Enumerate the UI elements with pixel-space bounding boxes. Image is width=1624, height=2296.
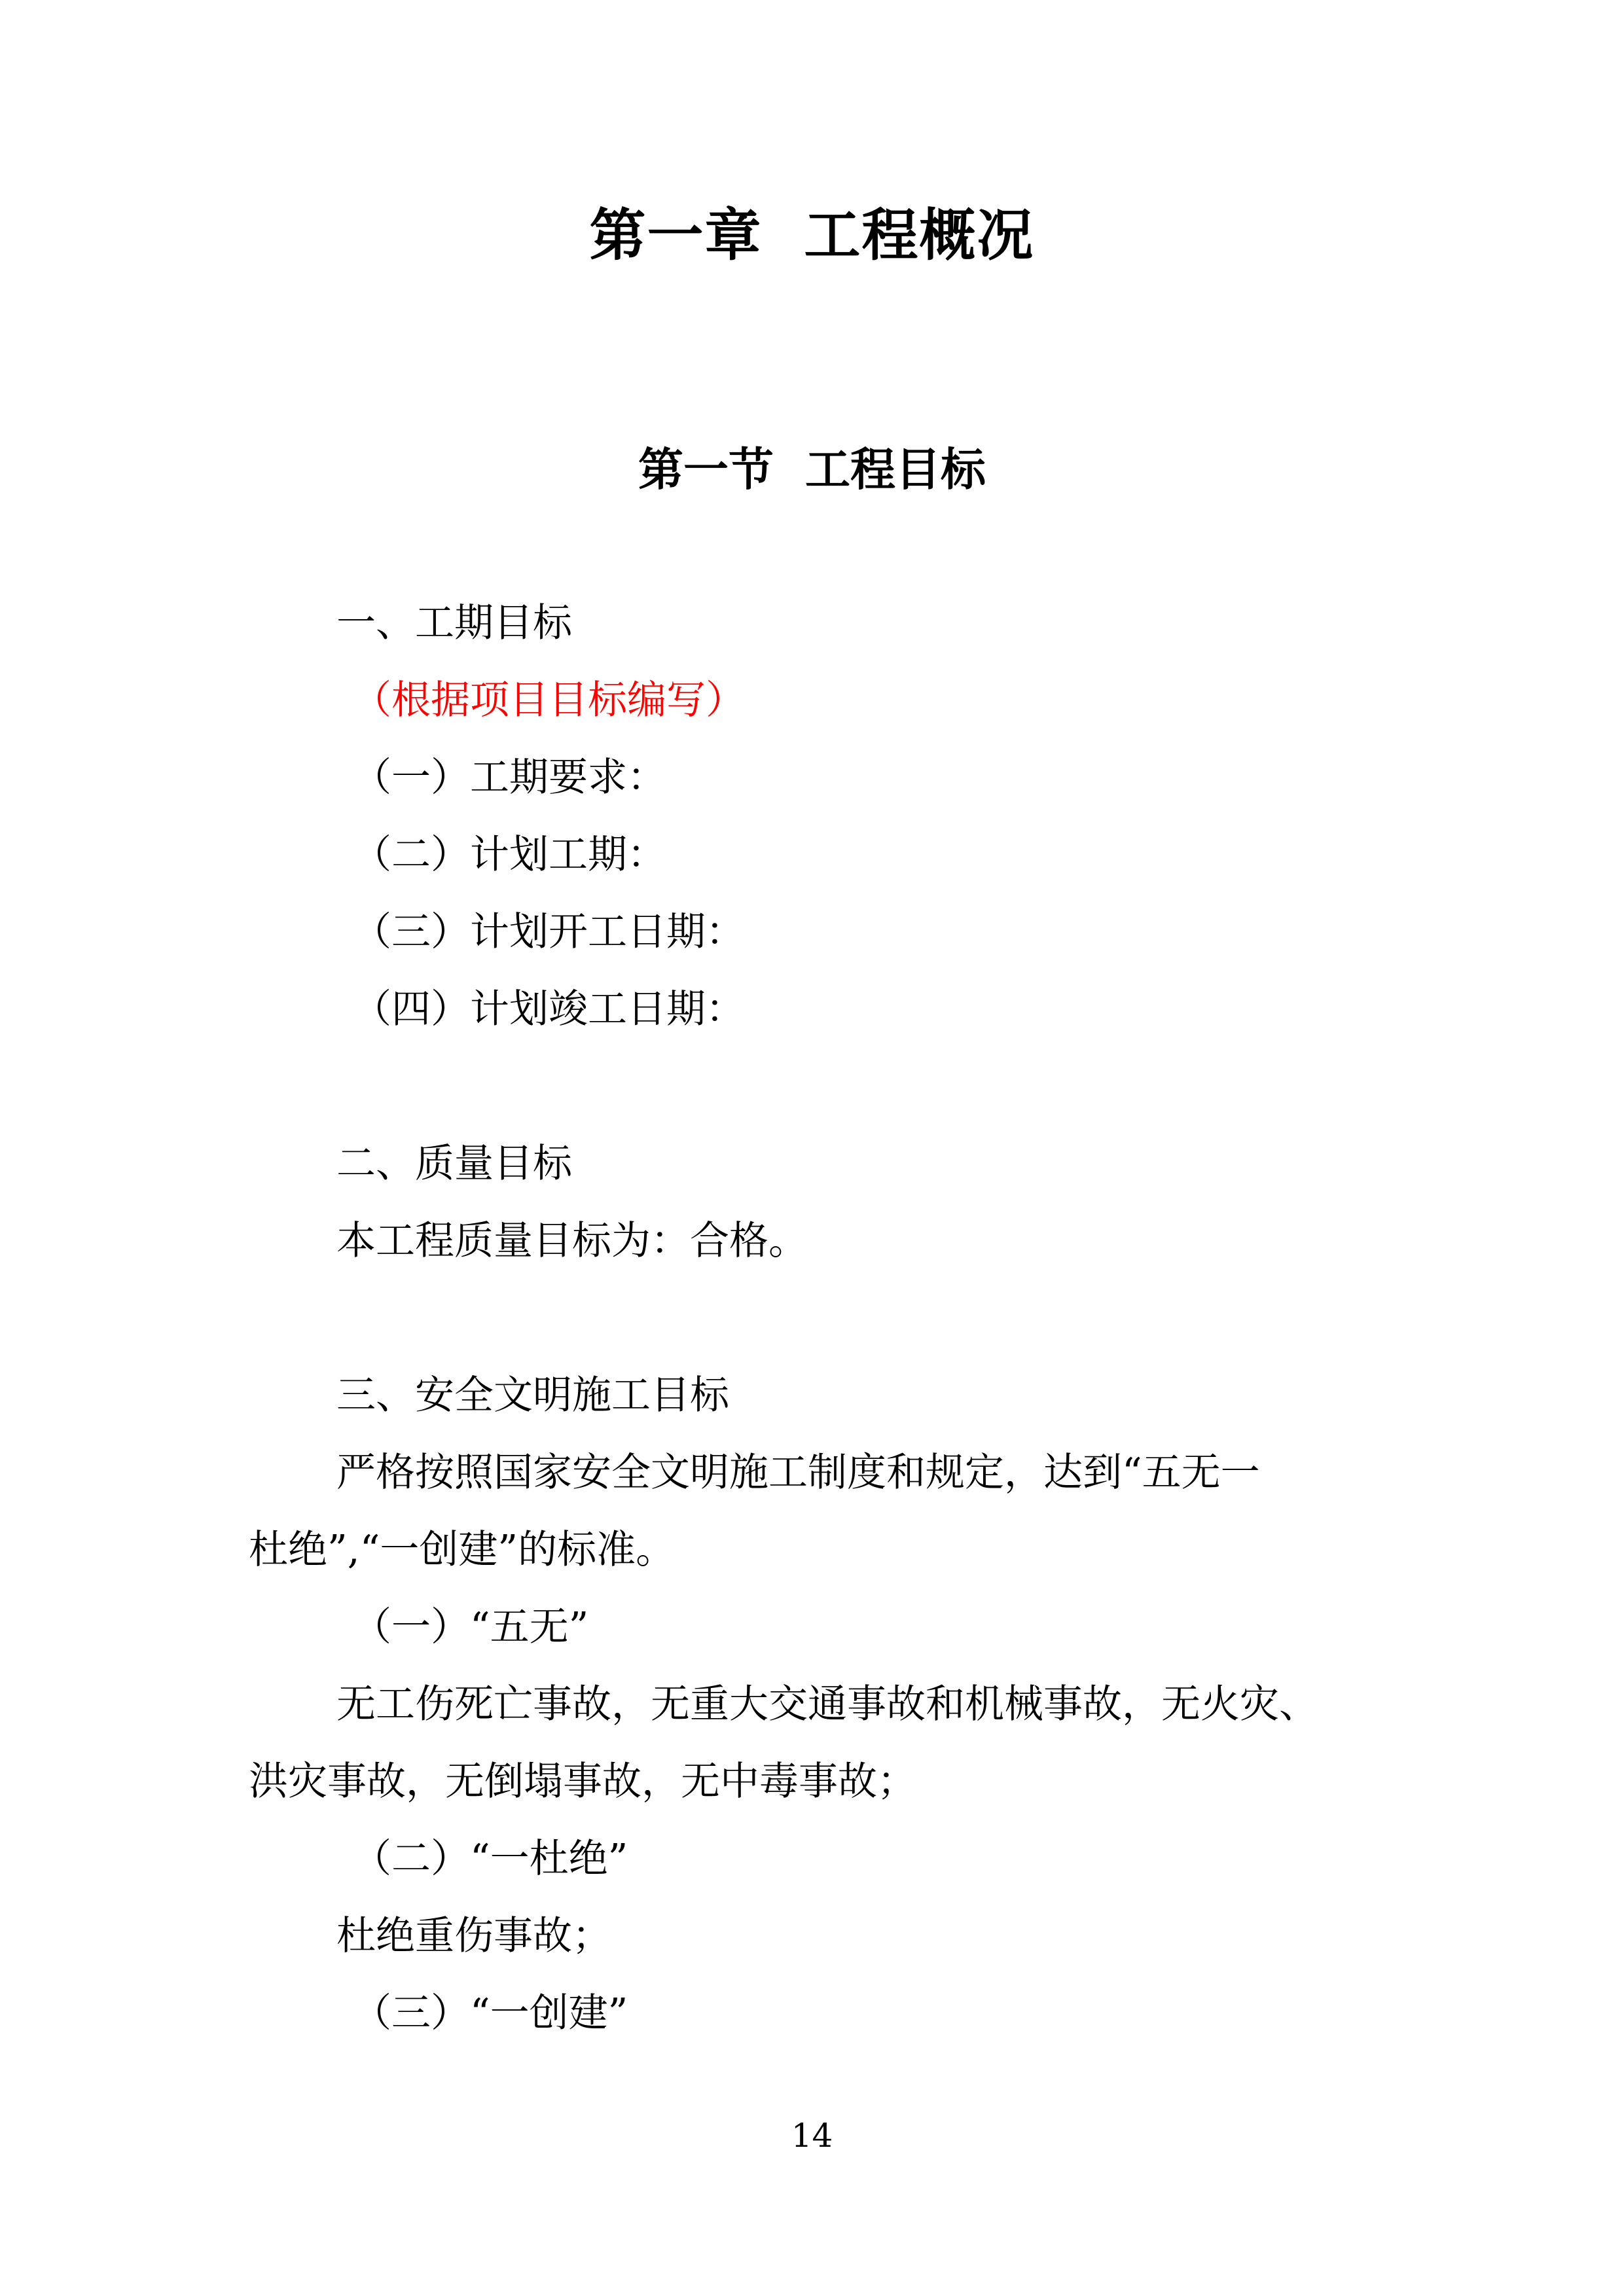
schedule-heading: 一、工期目标 <box>336 600 572 646</box>
schedule-item-requirement: （一）工期要求： <box>352 755 666 800</box>
page-number: 14 <box>791 2117 833 2155</box>
quality-text: 本工程质量目标为：合格。 <box>336 1218 808 1264</box>
safety-intro-line1: 严格按照国家安全文明施工制度和规定，达到“五无一 <box>336 1450 1260 1496</box>
safety-sub1-heading: （一）“五无” <box>352 1604 589 1650</box>
schedule-item-start-date: （三）计划开工日期： <box>352 909 745 955</box>
chapter-title: 第一章 工程概况 <box>589 202 1035 268</box>
safety-heading: 三、安全文明施工目标 <box>336 1372 729 1418</box>
safety-sub2-heading: （二）“一杜绝” <box>352 1836 628 1882</box>
safety-sub2-text: 杜绝重伤事故； <box>336 1913 611 1959</box>
safety-sub3-heading: （三）“一创建” <box>352 1990 628 2036</box>
quality-heading: 二、质量目标 <box>336 1141 572 1187</box>
schedule-item-planned-duration: （二）计划工期： <box>352 832 666 878</box>
safety-intro-line2: 杜绝”,“一创建”的标准。 <box>249 1527 676 1573</box>
schedule-item-completion-date: （四）计划竣工日期： <box>352 986 745 1032</box>
schedule-note: （根据项目目标编写） <box>352 677 745 723</box>
section-title: 第一节 工程目标 <box>638 443 986 496</box>
safety-sub1-line2: 洪灾事故，无倒塌事故，无中毒事故； <box>249 1759 916 1804</box>
safety-sub1-line1: 无工伤死亡事故，无重大交通事故和机械事故，无火灾、 <box>336 1681 1318 1727</box>
